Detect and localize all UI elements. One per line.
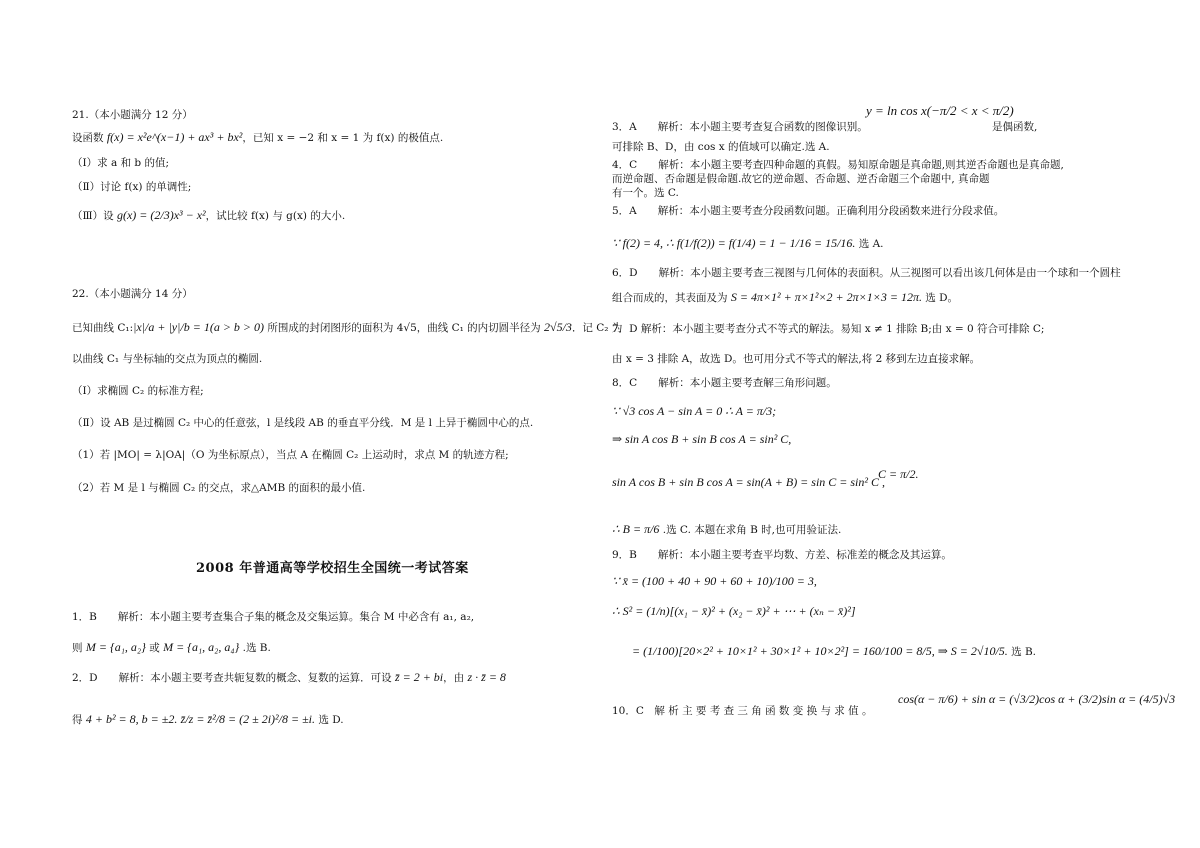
answer-5-formula: ∵ f(2) = 4, ∴ f(1/f(2)) = f(1/4) = 1 − 1/16 = 15/16. [612,236,856,250]
answer-2-text-a: 2．D 解析：本小题主要考查共轭复数的概念、复数的运算．可设 [72,672,395,684]
answer-2-text-d: 选 D. [315,714,344,726]
answer-3-text-b: 是偶函数, [992,121,1038,133]
q22-line1 [72,320,622,335]
q22-radius-value: 2√5/3 [544,320,572,334]
answer-9-mean: ∵ x̄ = (100 + 40 + 90 + 60 + 10)/100 = 3, [612,574,817,588]
answer-5-line1: 5．A 解析：本小题主要考查分段函数问题。正确利用分段函数来进行分段求值。 [612,205,1005,217]
q21-g-formula: g(x) = (2/3)x³ − x² [116,208,206,222]
answer-8-step4 [612,522,841,537]
q21-part3-text-a: （Ⅲ）设 [72,210,117,222]
answer-1-line1: 1．B 解析：本小题主要考查集合子集的概念及交集运算。集合 M 中必含有 a₁, a₂, [72,611,475,623]
answer-1-line2 [72,640,271,655]
answer-3-text: 3．A 解析：本小题主要考查复合函数的图像识别。 [612,121,868,133]
answer-8-angle-c: C = π/2. [878,467,919,481]
answer-6-text-a: 组合而成的，其表面及为 [612,292,731,304]
q21-part1: （Ⅰ）求 a 和 b 的值; [72,157,170,169]
answer-10-line: 10．C 解 析 主 要 考 查 三 角 函 数 变 换 与 求 值 。 [612,705,873,717]
answer-8-formula3: sin A cos B + sin B cos A = sin(A + B) = sin C = sin² C , [612,475,885,489]
answer-1-text-b: 或 [145,642,164,654]
answer-8-line1: 8．C 解析：本小题主要考查解三角形问题。 [612,377,837,389]
q22-sub1: （1）若 |MO| = λ|OA|（O 为坐标原点），当点 A 在椭圆 C₂ 上运动时，求点 M 的轨迹方程; [72,449,509,461]
answer-2-product: z · z̄ = 8 [467,670,506,684]
answer-2-text-c: 得 [72,714,86,726]
q22-line1-text-c: ．记 C₂ 为 [571,322,623,334]
answer-2-eq1: 4 + b² = 8, b = ±2. [85,712,178,726]
answer-9-step1 [612,574,817,589]
q22-line2: 以曲线 C₁ 与坐标轴的交点为顶点的椭圆. [72,353,263,365]
q22-part1: （Ⅰ）求椭圆 C₂ 的标准方程; [72,385,204,397]
answer-1-set2: M = {a₁, a₂, a₄} [163,640,240,654]
answer-3-line1 [612,120,1038,134]
q22-curve-formula: |x|/a + |y|/b = 1(a > b > 0) [133,320,265,334]
answer-1-set1: M = {a₁, a₂} [85,640,146,654]
answer-4-line3: 有一个。选 C. [612,187,679,199]
q22-line1-text-a: 已知曲线 C₁: [72,322,134,334]
answer-7-line1: 7．D 解析：本小题主要考查分式不等式的解法。易知 x ≠ 1 排除 B;由 x = 0 符合可排除 C; [612,323,1045,335]
answer-2-conj: z̄ = 2 + bi [394,670,444,684]
answer-8-step3 [612,467,919,490]
answer-8-text-end: .选 C. 本题在求角 B 时,也可用验证法. [659,524,842,536]
q21-function-formula: f(x) = x²e^(x−1) + ax³ + bx² [106,130,243,144]
answer-8-formula4: ∴ B = π/6 [612,522,660,536]
q21-title: 21.（本小题满分 12 分） [72,109,193,121]
answer-8-formula2: ⇒ sin A cos B + sin B cos A = sin² C, [612,432,792,446]
q22-line1-text-b: 所围成的封闭图形的面积为 4√5，曲线 C₁ 的内切圆半径为 [264,322,545,334]
q21-line1 [72,130,443,145]
answer-8-step2 [612,432,791,447]
answer-5-end: 选 A. [855,238,884,250]
answer-2-eq2: z̄/z = z̄²/8 = (2 ± 2i)²/8 = ±i. [180,712,316,726]
answer-6-line2 [612,290,958,305]
answer-10-formula-line [898,692,1175,707]
answer-2-line2 [72,712,344,727]
q21-part3 [72,208,345,223]
answer-8-formula1: ∵ √3 cos A − sin A = 0 ∴ A = π/3; [612,404,777,418]
answer-2-line1 [72,670,506,685]
answer-1-text-c: .选 B. [239,642,271,654]
answer-9-variance-calc: = (1/100)[20×2² + 10×1² + 30×1² + 10×2²] = 160/100 = 8/5, ⇒ S = 2√10/5. [632,644,1008,658]
q21-line1-text-b: ，已知 x = −2 和 x = 1 为 f(x) 的极值点. [242,132,444,144]
answer-7-line2: 由 x = 3 排除 A，故选 D。也可用分式不等式的解法,将 2 移到左边直接求解。 [612,353,981,365]
answer-1-text-a: 则 [72,642,86,654]
q22-part2: （Ⅱ）设 AB 是过椭圆 C₂ 中心的任意弦，l 是线段 AB 的垂直平分线．M 是 l 上异于椭圆中心的点. [72,417,534,429]
answer-9-step3 [632,644,1036,659]
answer-4-line2: 而逆命题、否命题是假命题.故它的逆命题、否命题、逆否命题三个命题中, 真命题 [612,173,990,185]
answer-10-formula: cos(α − π/6) + sin α = (√3/2)cos α + (3/2)sin α = (4/5)√3 [898,692,1176,706]
answer-4-line1: 4．C 解析：本小题主要考查四种命题的真假。易知原命题是真命题,则其逆否命题也是真命题, [612,159,1064,171]
answer-9-variance-def: ∴ S² = (1/n)[(x₁ − x̄)² + (x₂ − x̄)² + ⋯ + (xₙ − x̄)²] [612,604,856,618]
q21-line1-text-a: 设函数 [72,132,107,144]
answer-5-formula-line [612,236,884,251]
answer-6-line1: 6．D 解析：本小题主要考查三视图与几何体的表面积。从三视图可以看出该几何体是由一个球和一个圆柱 [612,267,1121,279]
answer-2-text-b: ，由 [443,672,468,684]
answer-3-line2: 可排除 B、D，由 cos x 的值域可以确定.选 A. [612,141,830,153]
q22-title: 22.（本小题满分 14 分） [72,288,193,300]
answers-title: 2008 年普通高等学校招生全国统一考试答案 [196,561,469,576]
answer-8-step1 [612,404,776,419]
q21-part3-text-b: ，试比较 f(x) 与 g(x) 的大小. [205,210,346,222]
answer-9-line1: 9．B 解析：本小题主要考查平均数、方差、标准差的概念及其运算。 [612,549,952,561]
answer-3-formula [866,104,1014,119]
answer-3-function: y = ln cos x(−π/2 < x < π/2) [866,103,1014,118]
answer-6-text-b: 选 D。 [921,292,959,304]
q22-sub2: （2）若 M 是 l 与椭圆 C₂ 的交点，求△AMB 的面积的最小值. [72,482,366,494]
answer-9-text-end: 选 B. [1007,646,1037,658]
answer-6-formula: S = 4π×1² + π×1²×2 + 2π×1×3 = 12π. [730,290,922,304]
answer-9-step2 [612,604,856,619]
q21-part2: （Ⅱ）讨论 f(x) 的单调性; [72,181,192,193]
